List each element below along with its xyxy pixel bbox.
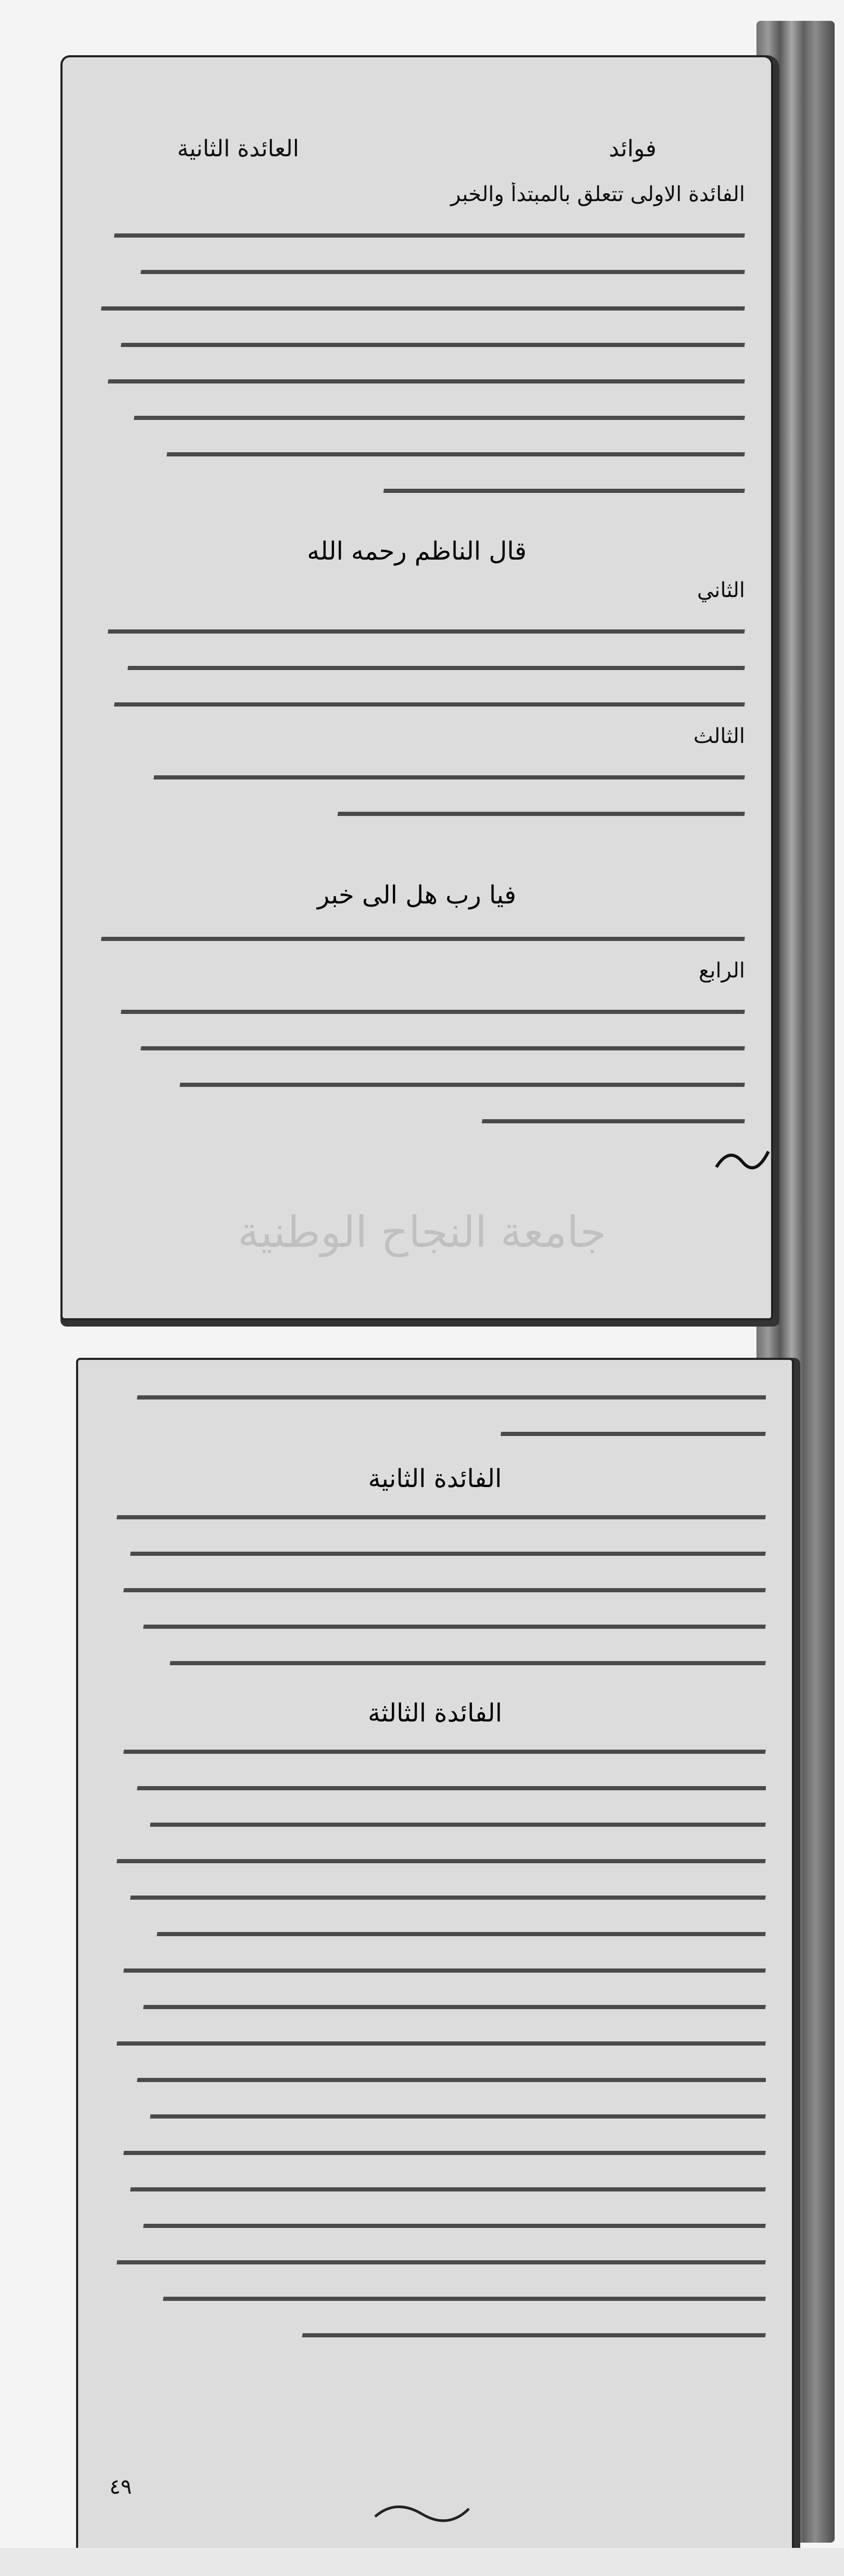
manuscript-line [89,438,745,463]
manuscript-line [104,2282,766,2307]
manuscript-line [104,1917,766,1942]
manuscript-line [89,797,745,822]
manuscript-line [104,1990,766,2015]
manuscript-line [104,1501,766,1526]
manuscript-line [89,651,745,676]
manuscript-line [89,255,745,280]
manuscript-line [104,2246,766,2271]
manuscript-line [89,688,745,713]
manuscript-line [89,328,745,353]
manuscript-line [89,1068,745,1093]
manuscript-page-upper [63,57,771,1318]
manuscript-line [104,1954,766,1979]
text-block-2 [89,578,745,834]
bottom-scrawl-mark [370,2496,474,2527]
manuscript-line [104,2319,766,2344]
manuscript-line [104,1417,766,1442]
signature-mark [714,1141,771,1178]
text-block-6 [104,1735,766,2355]
manuscript-line [104,1881,766,1906]
margin-note: ٤٩ [109,2475,132,2499]
page-header [63,135,771,162]
manuscript-line [89,761,745,786]
manuscript-line [104,2209,766,2234]
manuscript-line [104,1646,766,1671]
manuscript-line [104,1381,766,1406]
manuscript-line [89,615,745,640]
section-title-3: الفائدة الثانية [368,1464,502,1493]
manuscript-line: الرابع [699,959,745,983]
section-title-1: قال الناظم رحمه الله [307,537,527,566]
manuscript-line [104,2063,766,2088]
manuscript-line [89,401,745,426]
manuscript-line [104,1772,766,1797]
manuscript-line [104,2100,766,2125]
manuscript-line [104,1844,766,1869]
manuscript-line [89,365,745,390]
manuscript-line [104,2173,766,2198]
header-right-label: فوائد [609,135,656,162]
section-title-2: فيا رب هل الى خبر [317,881,516,910]
manuscript-line [89,995,745,1020]
manuscript-line [89,474,745,499]
scan-bottom-edge [0,2548,844,2576]
text-block-5 [104,1501,766,1683]
manuscript-line [89,1105,745,1130]
manuscript-line: الفائدة الاولى تتعلق بالمبتدأ والخبر [451,182,745,206]
manuscript-line [89,922,745,947]
section-title-4: الفائدة الثالثة [368,1699,502,1728]
manuscript-line [89,1032,745,1057]
text-block-1 [89,182,745,511]
manuscript-line [104,1610,766,1635]
manuscript-line: الثاني [697,578,745,602]
library-watermark: جامعة النجاح الوطنية [238,1208,606,1257]
manuscript-line [104,1574,766,1599]
manuscript-line [104,2136,766,2161]
manuscript-line: الثالث [693,724,745,748]
manuscript-line [89,292,745,317]
header-left-label: العائدة الثانية [177,135,300,162]
manuscript-line [104,1735,766,1760]
manuscript-line [104,1537,766,1562]
manuscript-line [104,1808,766,1833]
manuscript-line [89,219,745,244]
manuscript-line [104,2027,766,2052]
text-block-4 [104,1381,766,1454]
manuscript-page-lower [78,1360,792,2558]
text-block-3 [89,922,745,1141]
